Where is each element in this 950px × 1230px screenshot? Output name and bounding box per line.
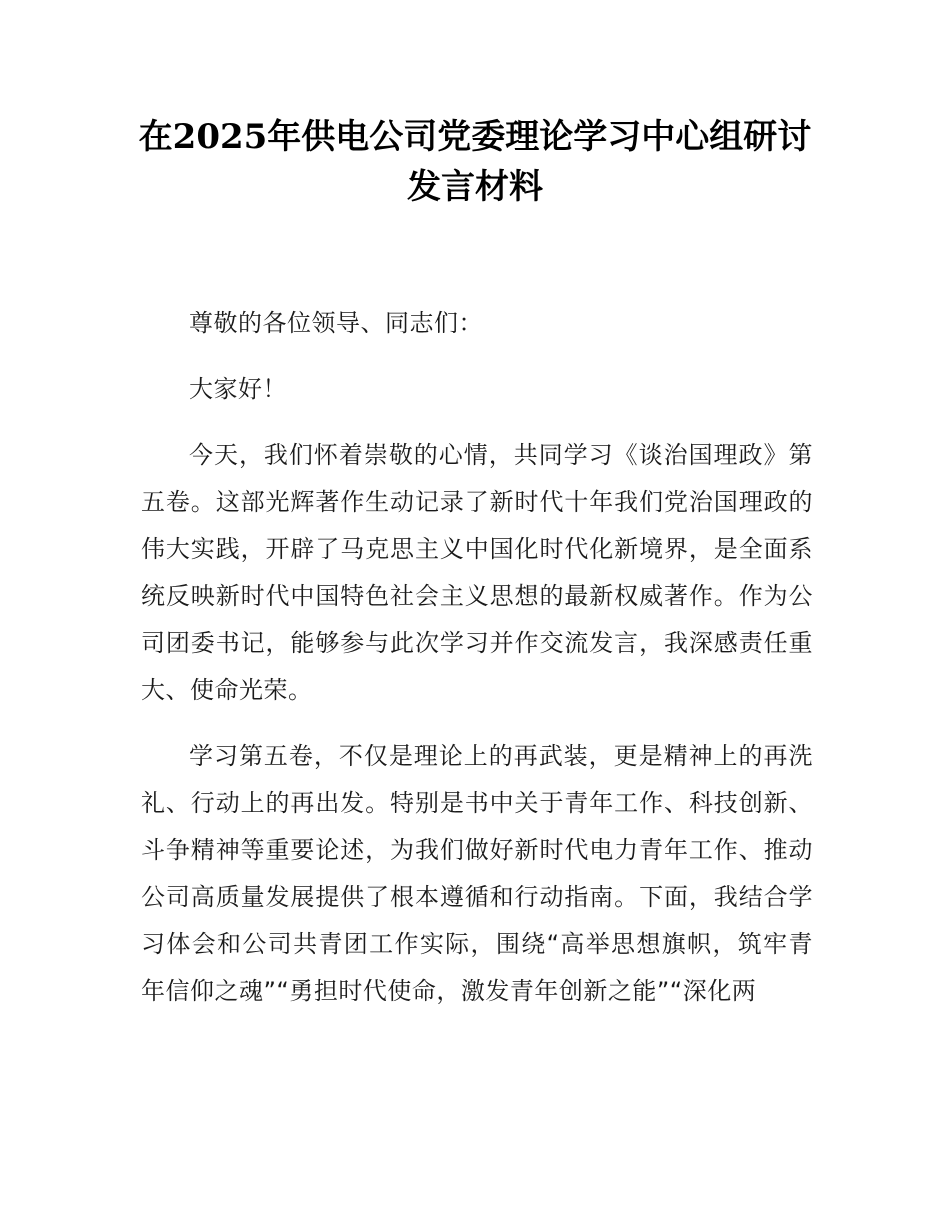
document-body [141,300,813,1034]
paragraph-study: 学习第五卷，不仅是理论上的再武装，更是精神上的再洗礼、行动上的再出发。特别是书中关于青年工作、科技创新、斗争精神等重要论述，为我们做好新时代电力青年工作、推动公司高质量发展提供了根本遵循和行动指南。下面，我结合学习体会和公司共青团工作实际，围绕“高举思想旗帜，筑牢青年信仰之魂”“勇担时代使命，激发青年创新之能”“深化两 [141,742,813,1005]
greeting: 大家好！ [189,375,287,403]
document-title-line-1: 在2025年供电公司党委理论学习中心组研讨 [138,117,812,157]
document-title-line-2: 发言材料 [407,167,543,207]
paragraph-intro: 今天，我们怀着崇敬的心情，共同学习《谈治国理政》第五卷。这部光辉著作生动记录了新时代十年我们党治国理政的伟大实践，开辟了马克思主义中国化时代化新境界，是全面系统反映新时代中国特色社会主义思想的最新权威著作。作为公司团委书记，能够参与此次学习并作交流发言，我深感责任重大、使命光荣。 [141,441,813,704]
salutation: 尊敬的各位领导、同志们： [189,309,483,337]
